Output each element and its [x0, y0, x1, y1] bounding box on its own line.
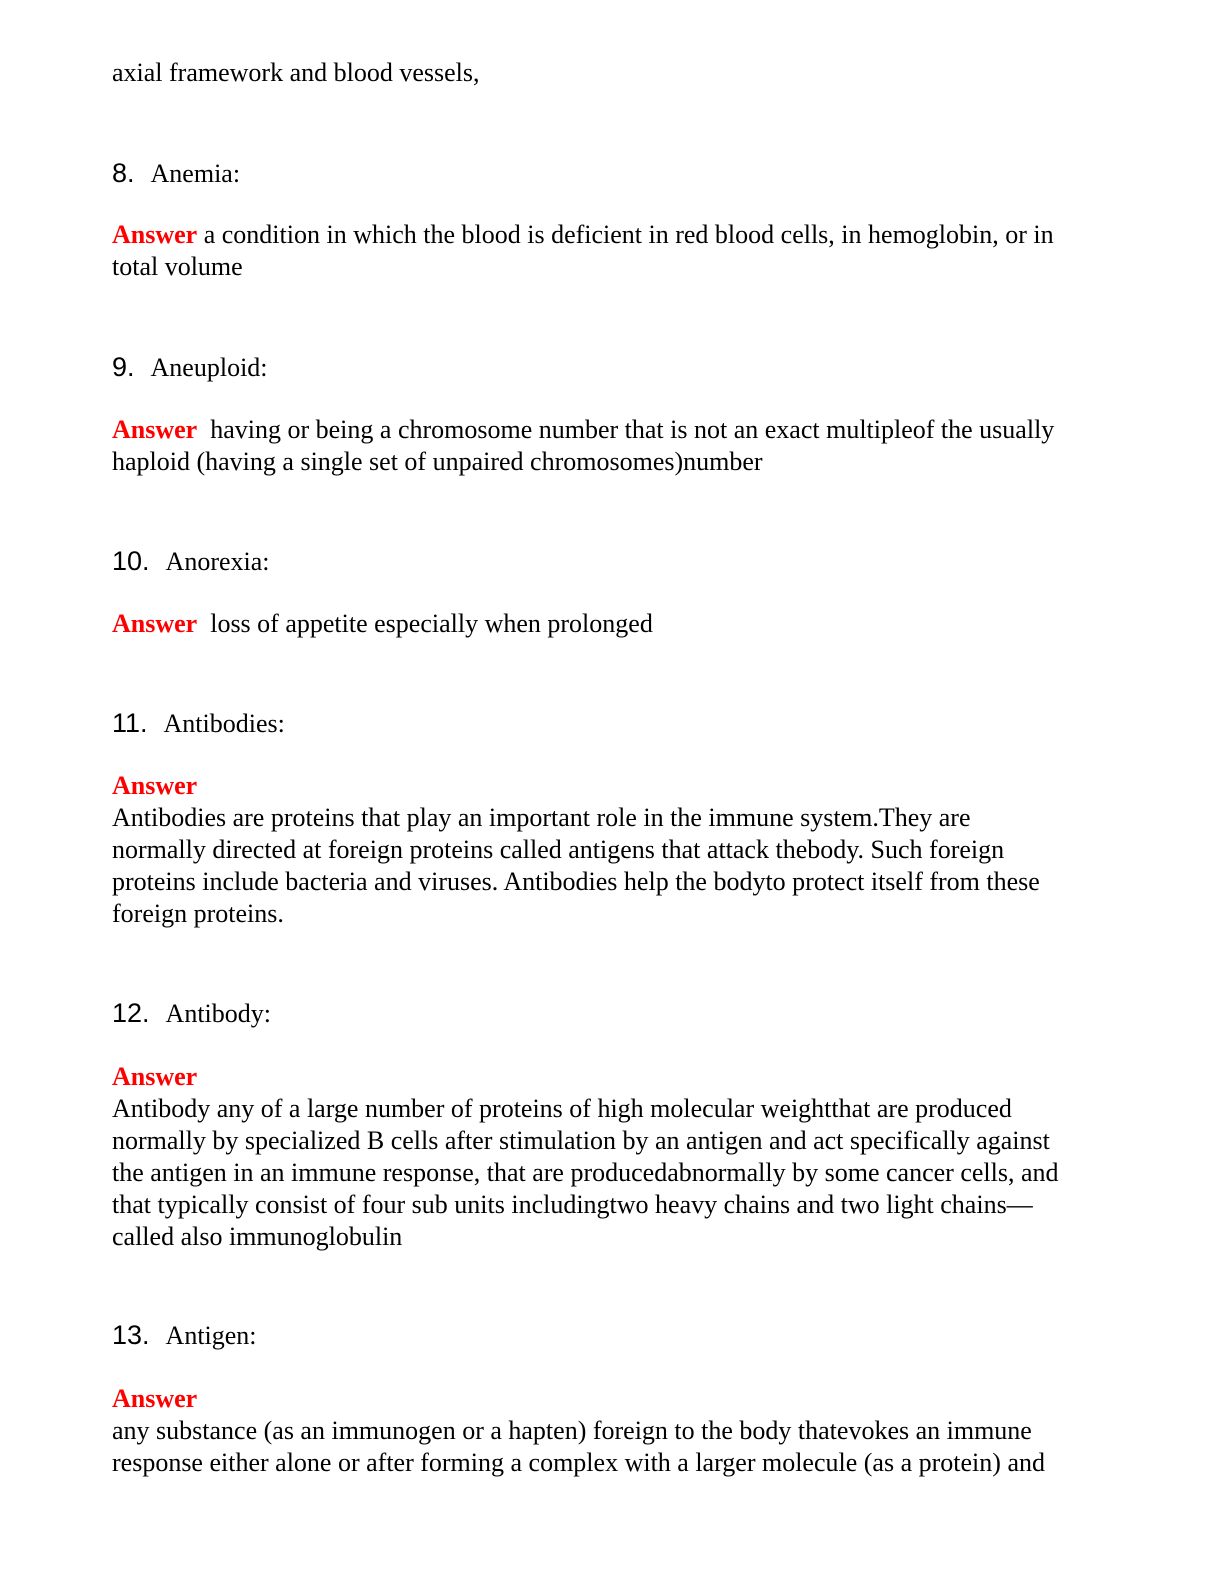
entry-heading-13: [112, 1319, 1112, 1352]
answer-line: Antibody any of a large number of proteins of high molecular weightthat are produced: [112, 1094, 1012, 1123]
answer-line: normally by specialized B cells after stimulation by an antigen and act specifically against: [112, 1126, 1050, 1155]
entry-heading-8: [112, 157, 1112, 190]
answer-label: Answer: [112, 415, 198, 444]
answer-line: haploid (having a single set of unpaired chromosomes)number: [112, 447, 763, 476]
answer-line: any substance (as an immunogen or a hapten) foreign to the body thatevokes an immune: [112, 1416, 1032, 1445]
entry-answer-12: [112, 1061, 1112, 1253]
entry-heading-9: [112, 351, 1112, 384]
answer-line: that typically consist of four sub units includingtwo heavy chains and two light chains—: [112, 1190, 1033, 1219]
entry-term: Anemia:: [150, 159, 241, 188]
answer-line: Answer having or being a chromosome number that is not an exact multipleof the usually: [112, 415, 1055, 444]
entry-number: 12.: [112, 998, 150, 1028]
answer-line: proteins include bacteria and viruses. Antibodies help the bodyto protect itself from these: [112, 867, 1040, 896]
entry-answer-11: [112, 770, 1112, 930]
entry-heading-11: [112, 707, 1112, 740]
entry-number: 13.: [112, 1320, 150, 1350]
entry-number: 10.: [112, 546, 150, 576]
answer-label: Answer: [112, 609, 198, 638]
answer-line: Answer a condition in which the blood is deficient in red blood cells, in hemoglobin, or in: [112, 220, 1054, 249]
continuation-text: axial framework and blood vessels,: [112, 58, 480, 87]
entry-term: Aneuploid:: [150, 353, 268, 382]
entry-answer-8: [112, 219, 1112, 283]
answer-label: Answer: [112, 220, 198, 249]
entry-heading-10: [112, 545, 1112, 578]
answer-line: normally directed at foreign proteins called antigens that attack thebody. Such foreign: [112, 835, 1005, 864]
answer-label: Answer: [112, 1384, 198, 1413]
entry-term: Antibodies:: [163, 709, 285, 738]
entry-term: Antibody:: [165, 999, 271, 1028]
entry-number: 11.: [112, 708, 148, 738]
entry-answer-9: [112, 414, 1112, 478]
answer-line: Antibodies are proteins that play an important role in the immune system.They are: [112, 803, 971, 832]
entry-number: 9.: [112, 352, 135, 382]
answer-label: Answer: [112, 1062, 198, 1091]
answer-line: Answer loss of appetite especially when prolonged: [112, 609, 653, 638]
answer-line: the antigen in an immune response, that are producedabnormally by some cancer cells, and: [112, 1158, 1059, 1187]
entry-number: 8.: [112, 158, 135, 188]
entry-term: Anorexia:: [165, 547, 270, 576]
answer-line: foreign proteins.: [112, 899, 284, 928]
entry-answer-13: [112, 1383, 1112, 1479]
answer-line: called also immunoglobulin: [112, 1222, 403, 1251]
answer-line: total volume: [112, 252, 243, 281]
answer-label: Answer: [112, 771, 198, 800]
entry-answer-10: [112, 608, 1112, 640]
entry-heading-12: [112, 997, 1112, 1030]
answer-line: response either alone or after forming a complex with a larger molecule (as a protein) and: [112, 1448, 1045, 1477]
entry-term: Antigen:: [165, 1321, 257, 1350]
